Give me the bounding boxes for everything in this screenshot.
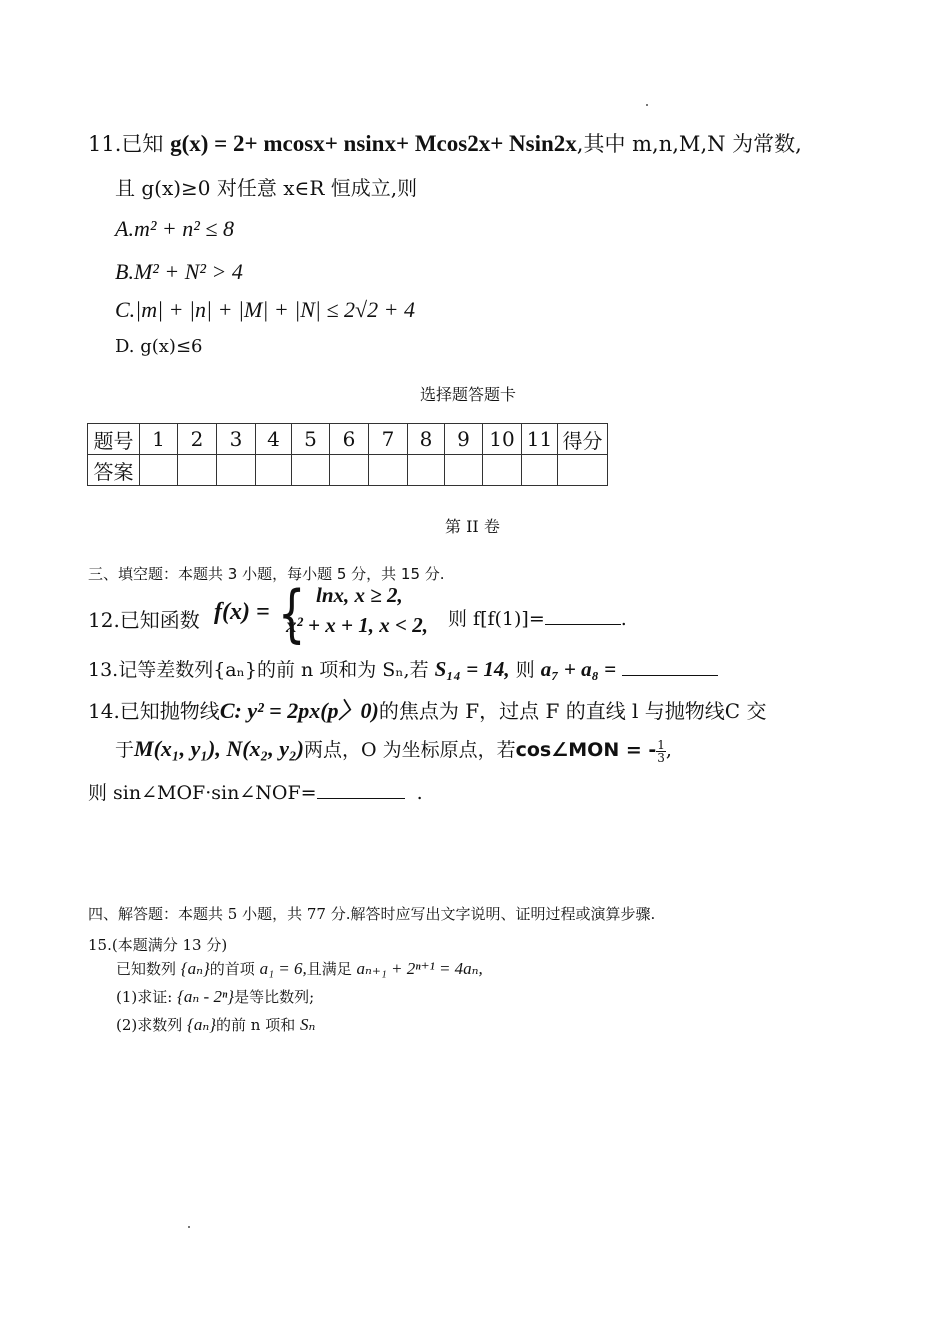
answer-card-header-label: 题号 <box>88 424 140 455</box>
q12-prefix: 12.已知函数 <box>88 608 200 632</box>
q14-fraction-denominator: 3 <box>657 750 665 765</box>
q11-intro-suffix: ,其中 m,n,M,N 为常数, <box>576 132 802 156</box>
q11-option-c: C.|m| + |n| + |M| + |N| ≤ 2√2 + 4 <box>115 297 415 322</box>
q15-sequence: {aₙ} <box>180 959 210 978</box>
answer-card-number: 7 <box>369 424 408 455</box>
q11-intro <box>88 128 802 158</box>
answer-card-number: 8 <box>408 424 445 455</box>
answer-card-number: 5 <box>292 424 330 455</box>
answer-cell[interactable] <box>522 455 558 486</box>
score-cell[interactable] <box>558 455 608 486</box>
q13-mid: 则 <box>515 659 535 681</box>
answer-card-number: 4 <box>256 424 292 455</box>
q11-option-b: B.M² + N² > 4 <box>115 259 243 284</box>
answer-card-title: 选择题答题卡 <box>420 385 517 404</box>
q12-answer-blank[interactable] <box>545 606 621 625</box>
q12-brace: { <box>277 577 306 650</box>
q12-case2: x² + x + 1, x < 2, <box>286 613 428 637</box>
answer-cell[interactable] <box>256 455 292 486</box>
q11-option-a: A.m² + n² ≤ 8 <box>115 216 234 241</box>
q15-line1-prefix: 已知数列 <box>116 960 177 978</box>
q15-part2-sum: Sₙ <box>300 1015 316 1034</box>
answer-card-answer-label: 答案 <box>88 455 140 486</box>
q13-condition: S₁₄ = 14, <box>434 657 510 681</box>
q14-line2 <box>115 735 672 764</box>
answer-cell[interactable] <box>292 455 330 486</box>
q13-expression: a₇ + a₈ = <box>540 657 617 681</box>
section4-heading: 四、解答题：本题共 5 小题，共 77 分.解答时应写出文字说明、证明过程或演算步骤. <box>88 905 656 923</box>
q14-fraction <box>656 739 666 764</box>
q11-condition: 且 g(x)≥0 对任意 x∈R 恒成立,则 <box>115 176 418 200</box>
q14-line1-suffix: 的焦点为 F，过点 F 的直线 l 与抛物线C 交 <box>378 699 767 723</box>
answer-cell[interactable] <box>445 455 483 486</box>
q14-line2-mid: 两点，O 为坐标原点，若 <box>303 739 516 761</box>
answer-card-number: 10 <box>483 424 522 455</box>
answer-card-number: 9 <box>445 424 483 455</box>
q15-line1-suffix: 且满足 <box>306 960 352 978</box>
answer-cell[interactable] <box>483 455 522 486</box>
q12-end: . <box>620 608 627 630</box>
q11-formula: g(x) = 2+ mcosx+ nsinx+ Mcos2x+ Nsin2x <box>170 131 577 156</box>
q15-part1 <box>116 986 314 1007</box>
q15-line1 <box>116 958 483 979</box>
q14-parabola: C: y² = 2px(p〉0) <box>219 698 379 723</box>
q14-line3-text: 则 sin∠MOF·sin∠NOF= <box>88 782 317 804</box>
q12-suffix-text: 则 f[f(1)]= <box>448 608 545 630</box>
answer-cell[interactable] <box>178 455 217 486</box>
q12-suffix <box>448 604 627 631</box>
q14-line1-prefix: 14.已知抛物线 <box>88 699 220 723</box>
q13-prefix: 13.记等差数列{aₙ}的前 n 项和为 Sₙ,若 <box>88 659 429 681</box>
q15-part2 <box>116 1014 315 1035</box>
q14-line1 <box>88 694 766 725</box>
answer-cell[interactable] <box>369 455 408 486</box>
q14-fraction-numerator: 1 <box>657 737 665 752</box>
q15-part1-prefix: (1)求证: <box>116 988 173 1006</box>
answer-card-number: 11 <box>522 424 558 455</box>
part2-title: 第 II 卷 <box>445 517 500 536</box>
answer-card-number: 2 <box>178 424 217 455</box>
q11-intro-prefix: 11.已知 <box>88 132 164 156</box>
answer-card-header-row <box>88 424 608 455</box>
q14-line3 <box>88 778 423 805</box>
q12-fx: f(x) = <box>214 599 270 625</box>
answer-card-answer-row <box>88 455 608 486</box>
section3-heading: 三、填空题：本题共 3 小题，每小题 5 分，共 15 分. <box>88 565 445 583</box>
q12-case1: lnx, x ≥ 2, <box>316 583 403 607</box>
scan-dot-bottom <box>188 1226 190 1228</box>
q14-cos: cos∠MON = - <box>515 739 657 761</box>
q14-answer-blank[interactable] <box>317 780 405 799</box>
q15-title: 15.(本题满分 13 分) <box>88 936 228 954</box>
answer-cell[interactable] <box>408 455 445 486</box>
q14-end: . <box>416 782 423 804</box>
answer-card-table <box>87 423 608 486</box>
q15-part2-prefix: (2)求数列 <box>116 1016 183 1034</box>
q13-answer-blank[interactable] <box>622 657 718 676</box>
answer-card-number: 3 <box>217 424 256 455</box>
answer-cell[interactable] <box>330 455 369 486</box>
q15-first-term: a₁ = 6, <box>259 959 307 978</box>
q14-points: M(x₁, y₁), N(x₂, y₂) <box>134 736 304 761</box>
answer-card-score-label: 得分 <box>558 424 608 455</box>
answer-cell[interactable] <box>217 455 256 486</box>
answer-card-number: 1 <box>140 424 178 455</box>
q15-part1-suffix: 是等比数列; <box>234 988 315 1006</box>
q14-comma: , <box>665 739 672 761</box>
q15-line1-mid: 的首项 <box>209 960 255 978</box>
q15-part2-mid: 的前 n 项和 <box>216 1016 296 1034</box>
scan-dot-top <box>646 104 648 106</box>
q13-line <box>88 655 718 682</box>
answer-cell[interactable] <box>140 455 178 486</box>
q15-part2-sequence: {aₙ} <box>187 1015 217 1034</box>
q15-recurrence: aₙ₊₁ + 2ⁿ⁺¹ = 4aₙ, <box>356 959 483 978</box>
answer-card-number: 6 <box>330 424 369 455</box>
q14-line2-prefix: 于 <box>115 739 135 761</box>
q11-option-d: D. g(x)≤6 <box>115 336 203 357</box>
q15-part1-sequence: {aₙ - 2ⁿ} <box>177 987 235 1006</box>
